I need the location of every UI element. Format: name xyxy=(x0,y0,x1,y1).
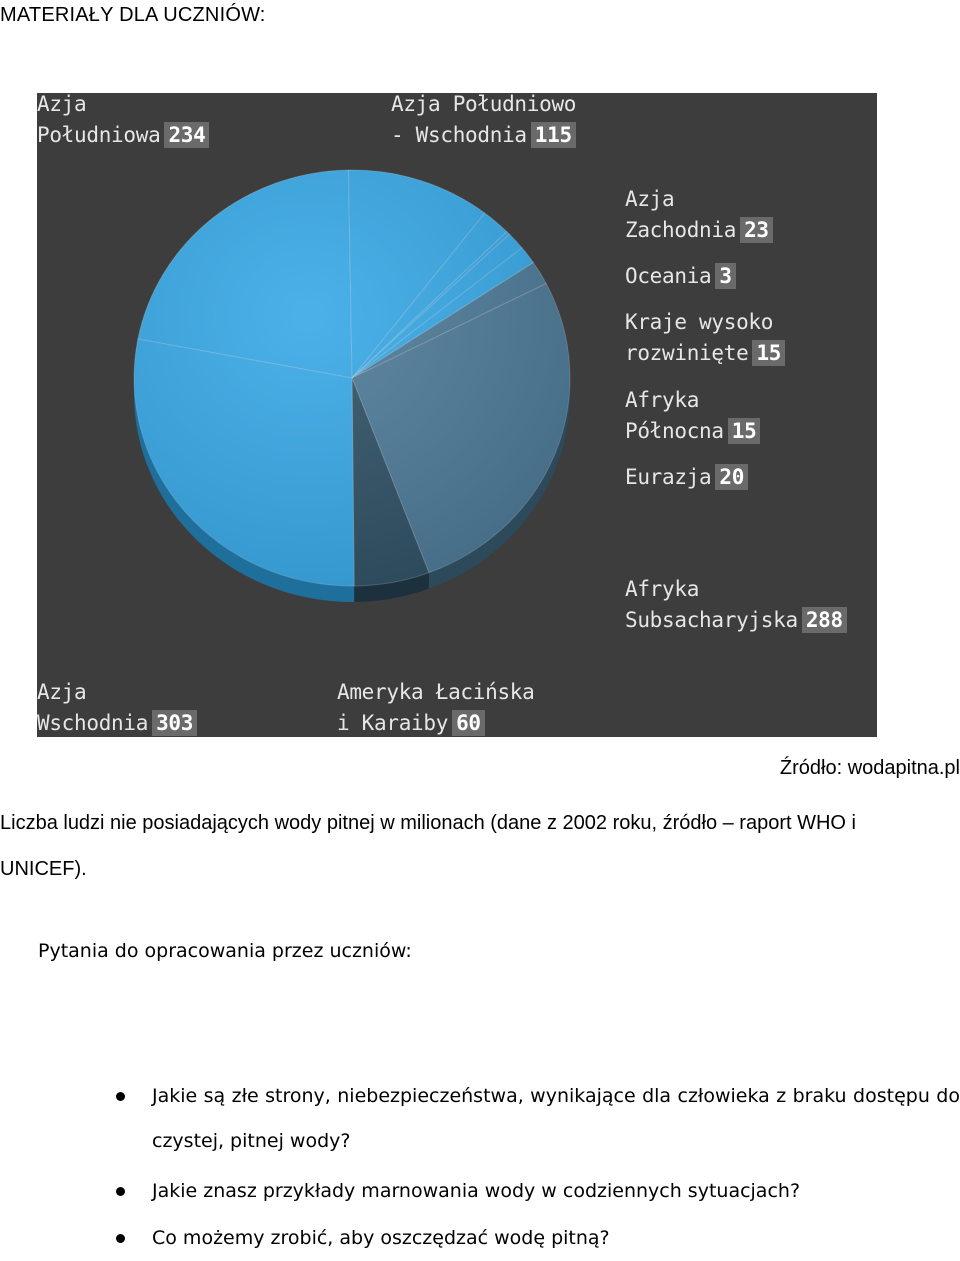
label-line: Zachodnia xyxy=(625,218,737,242)
question-item: Jakie znasz przykłady marnowania wody w codziennych sytuacjach? xyxy=(152,1180,801,1202)
source-note: Źródło: wodapitna.pl xyxy=(779,757,960,779)
questions-heading: Pytania do opracowania przez uczniów: xyxy=(38,940,412,962)
bullet-icon xyxy=(116,1234,125,1243)
label-line: Północna xyxy=(625,419,724,443)
label-eurazja xyxy=(625,462,748,493)
label-line: Afryka xyxy=(625,388,700,412)
label-line: Eurazja xyxy=(625,465,712,489)
value-badge: 303 xyxy=(152,710,197,736)
chart-caption: Liczba ludzi nie posiadających wody pitnej w milionach (dane z 2002 roku, źródło – raport WHO i UNICEF). xyxy=(0,812,856,880)
label-line: Azja xyxy=(625,187,675,211)
label-line: Azja xyxy=(37,93,87,116)
label-line: - Wschodnia xyxy=(391,123,527,147)
question-item: Jakie są złe strony, niebezpieczeństwa, wynikające dla człowieka z braku dostępu do czystej, pitnej wody? xyxy=(152,1085,960,1152)
label-line: rozwinięte xyxy=(625,341,749,365)
label-line: Subsacharyjska xyxy=(625,608,798,632)
label-line: Wschodnia xyxy=(37,711,149,735)
bullet-icon xyxy=(116,1187,125,1196)
bullet-icon xyxy=(116,1092,125,1101)
value-badge: 288 xyxy=(802,607,847,633)
label-azja-poludniowo-wschodnia xyxy=(391,93,576,151)
question-item: Co możemy zrobić, aby oszczędzać wodę pitną? xyxy=(152,1227,610,1249)
label-afryka-polnocna xyxy=(625,385,760,447)
value-badge: 20 xyxy=(715,464,748,490)
value-badge: 15 xyxy=(752,340,785,366)
label-line: Azja xyxy=(37,680,87,704)
label-line: Afryka xyxy=(625,577,700,601)
label-line: Południowa xyxy=(37,123,161,147)
value-badge: 234 xyxy=(164,122,209,148)
label-ameryka-lacinska xyxy=(337,677,535,737)
page-heading: MATERIAŁY DLA UCZNIÓW: xyxy=(0,4,266,26)
label-line: Ameryka Łacińska xyxy=(337,680,535,704)
value-badge: 115 xyxy=(531,122,576,148)
label-line: Azja Południowo xyxy=(391,93,577,116)
value-badge: 23 xyxy=(740,217,773,243)
pie-slices xyxy=(134,170,570,586)
label-afryka-subsacharyjska xyxy=(625,574,847,636)
label-line: Oceania xyxy=(625,264,712,288)
value-badge: 60 xyxy=(452,710,485,736)
label-oceania xyxy=(625,261,736,292)
value-badge: 15 xyxy=(728,418,761,444)
value-badge: 3 xyxy=(715,263,735,289)
label-line: i Karaiby xyxy=(337,711,449,735)
label-azja-poludniowa xyxy=(37,93,209,151)
label-line: Kraje wysoko xyxy=(625,310,774,334)
pie-chart xyxy=(37,93,877,737)
pie-shine-overlay xyxy=(134,170,570,586)
label-kraje-wysoko-rozwiniete xyxy=(625,307,785,369)
label-azja-wschodnia xyxy=(37,677,197,737)
label-azja-zachodnia xyxy=(625,184,773,246)
